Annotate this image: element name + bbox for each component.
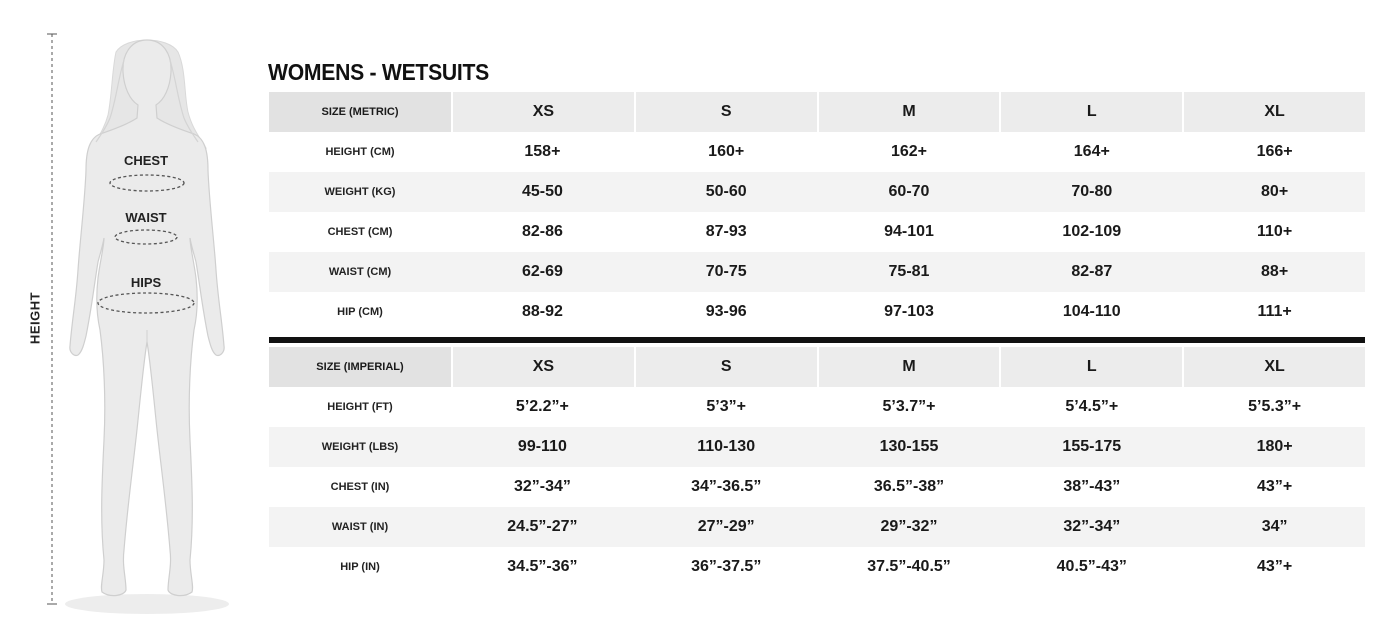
table-cell: 82-86 — [521, 223, 563, 240]
row-label: HIP (IN) — [340, 561, 380, 573]
table-cell: 70-75 — [634, 252, 817, 292]
row-label: HEIGHT (CM) — [325, 146, 395, 158]
table-cell: 27”-29” — [634, 507, 817, 547]
table-row — [269, 547, 1365, 587]
table-cell: 60-70 — [817, 172, 1000, 212]
table-cell: 97-103 — [884, 303, 934, 320]
body-figure-diagram — [0, 0, 260, 644]
table-cell: 180+ — [1182, 427, 1365, 467]
table-cell: 162+ — [890, 143, 928, 160]
metric-header-s: S — [634, 92, 817, 132]
hips-label: HIPS — [130, 275, 162, 290]
table-row — [269, 507, 1365, 547]
table-row — [269, 212, 1365, 252]
imperial-header-xl: XL — [1182, 347, 1365, 387]
table-cell: 164+ — [1073, 143, 1110, 160]
metric-header-m: M — [817, 92, 1000, 132]
table-cell: 75-81 — [817, 252, 1000, 292]
table-cell: 93-96 — [705, 303, 747, 320]
table-cell: 166+ — [1256, 143, 1293, 160]
table-cell: 5’3”+ — [706, 398, 746, 415]
table-row — [269, 172, 1365, 212]
row-label: CHEST (IN) — [330, 481, 390, 493]
metric-size-table — [269, 92, 1365, 332]
table-cell: 80+ — [1182, 172, 1365, 212]
table-cell: 5’5.3”+ — [1248, 398, 1302, 415]
table-cell: 32”-34” — [999, 507, 1182, 547]
table-cell: 62-69 — [451, 252, 634, 292]
imperial-header-l: L — [999, 347, 1182, 387]
table-cell: 104-110 — [1062, 303, 1121, 320]
table-cell: 29”-32” — [817, 507, 1000, 547]
table-cell: 5’4.5”+ — [1065, 398, 1119, 415]
metric-header-row — [269, 92, 1365, 132]
size-chart-title: WOMENS - WETSUITS — [268, 59, 490, 85]
table-cell: 34”-36.5” — [691, 478, 762, 495]
table-cell: 50-60 — [634, 172, 817, 212]
table-divider — [269, 337, 1365, 343]
table-cell: 88-92 — [521, 303, 563, 320]
table-cell: 111+ — [1257, 303, 1292, 320]
table-row — [269, 292, 1365, 332]
metric-corner-header: SIZE (METRIC) — [269, 92, 451, 132]
imperial-corner-header: SIZE (IMPERIAL) — [269, 347, 451, 387]
metric-header-xs: XS — [451, 92, 634, 132]
row-label: WEIGHT (LBS) — [269, 427, 451, 467]
table-cell: 87-93 — [705, 223, 747, 240]
row-label: WAIST (CM) — [269, 252, 451, 292]
table-cell: 110+ — [1257, 223, 1293, 240]
table-cell: 36”-37.5” — [691, 558, 762, 575]
table-cell: 38”-43” — [1063, 478, 1121, 495]
row-label: WEIGHT (KG) — [269, 172, 451, 212]
table-cell: 34” — [1182, 507, 1365, 547]
table-cell: 40.5”-43” — [1056, 558, 1127, 575]
table-cell: 5’2.2”+ — [515, 398, 569, 415]
table-cell: 94-101 — [884, 223, 934, 240]
table-cell: 32”-34” — [513, 478, 571, 495]
table-cell: 34.5”-36” — [507, 558, 578, 575]
imperial-header-row — [269, 347, 1365, 387]
table-cell: 99-110 — [451, 427, 634, 467]
imperial-header-m: M — [817, 347, 1000, 387]
table-row — [269, 427, 1365, 467]
row-label: WAIST (IN) — [269, 507, 451, 547]
table-cell: 88+ — [1182, 252, 1365, 292]
imperial-header-xs: XS — [451, 347, 634, 387]
table-cell: 160+ — [708, 143, 745, 160]
imperial-size-table — [269, 347, 1365, 587]
table-row — [269, 252, 1365, 292]
table-cell: 155-175 — [999, 427, 1182, 467]
table-cell: 110-130 — [634, 427, 817, 467]
table-cell: 36.5”-38” — [873, 478, 945, 495]
table-row — [269, 132, 1365, 172]
table-cell: 82-87 — [999, 252, 1182, 292]
table-cell: 102-109 — [1062, 223, 1122, 240]
row-label: CHEST (CM) — [327, 226, 393, 238]
table-row — [269, 467, 1365, 507]
height-label: HEIGHT — [27, 291, 43, 345]
metric-header-l: L — [999, 92, 1182, 132]
table-cell: 130-155 — [817, 427, 1000, 467]
chest-label: CHEST — [123, 153, 169, 168]
table-cell: 43”+ — [1257, 478, 1293, 495]
metric-header-xl: XL — [1182, 92, 1365, 132]
table-row — [269, 387, 1365, 427]
table-cell: 158+ — [524, 143, 561, 160]
table-cell: 70-80 — [999, 172, 1182, 212]
row-label: HIP (CM) — [337, 306, 383, 318]
table-cell: 45-50 — [451, 172, 634, 212]
row-label: HEIGHT (FT) — [327, 401, 393, 413]
waist-label: WAIST — [125, 210, 167, 225]
table-cell: 24.5”-27” — [451, 507, 634, 547]
table-cell: 43”+ — [1257, 558, 1293, 575]
table-cell: 5’3.7”+ — [882, 398, 936, 415]
imperial-header-s: S — [634, 347, 817, 387]
table-cell: 37.5”-40.5” — [867, 558, 951, 575]
